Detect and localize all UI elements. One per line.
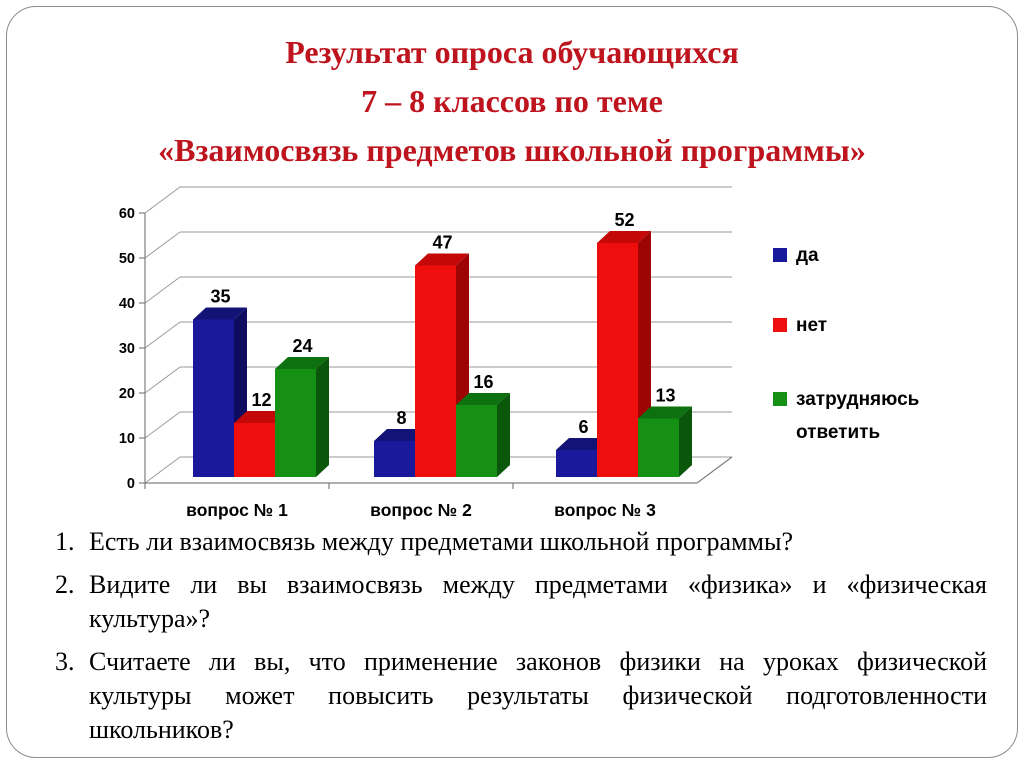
value-label: 24: [292, 336, 313, 356]
y-axis-label: 0: [126, 476, 135, 492]
bar-да-вопрос № 3: [556, 450, 597, 477]
wall-connector-line: [145, 457, 180, 483]
bar-да-вопрос № 1: [193, 320, 234, 478]
bar-нет-вопрос № 2: [415, 266, 456, 478]
wall-connector-line: [145, 232, 180, 258]
bar-затрудняюсь ответить-вопрос № 1: [275, 369, 316, 477]
wall-connector-line: [145, 187, 180, 213]
legend-swatch-icon: [773, 392, 787, 406]
legend-item-3: [773, 383, 991, 449]
question-item-3: [55, 645, 987, 747]
value-label: 6: [578, 417, 589, 437]
question-item-1: [55, 525, 987, 559]
bar-side-face: [316, 357, 329, 477]
legend-item-1: [773, 239, 819, 272]
question-number: 3.: [55, 647, 75, 676]
bar-затрудняюсь ответить-вопрос № 2: [456, 405, 497, 477]
value-label: 47: [432, 232, 453, 253]
legend-label: да: [796, 245, 819, 266]
wall-connector-line: [145, 277, 180, 303]
legend-swatch-icon: [773, 248, 787, 262]
legend-label: нет: [796, 315, 828, 336]
question-text: Есть ли взаимосвязь между предметами школьной программы?: [89, 527, 793, 556]
category-label: вопрос № 3: [554, 500, 656, 520]
question-item-2: [55, 568, 987, 636]
value-label: 8: [396, 408, 407, 428]
y-axis-label: 50: [118, 251, 135, 267]
question-number: 1.: [55, 527, 75, 556]
value-label: 35: [210, 286, 231, 307]
value-label: 52: [614, 210, 635, 230]
title-line-1: Результат опроса обучающихся: [285, 34, 739, 70]
legend-swatch-icon: [773, 318, 787, 332]
legend-label: затрудняюсь ответить: [796, 389, 920, 443]
question-text: Видите ли вы взаимосвязь между предметами «физика» и «физическая культура»?: [89, 570, 987, 633]
chart-canvas: [95, 180, 1000, 532]
legend-item-2: [773, 309, 827, 342]
category-label: вопрос № 2: [370, 500, 472, 520]
floor-right-edge: [697, 457, 732, 483]
bar-нет-вопрос № 3: [597, 243, 638, 477]
value-label: 12: [251, 390, 272, 410]
bar-затрудняюсь ответить-вопрос № 3: [638, 419, 679, 478]
y-axis-label: 20: [118, 386, 135, 402]
y-axis-label: 60: [118, 206, 135, 222]
value-label: 16: [473, 372, 494, 392]
slide-title: [34, 28, 990, 175]
value-label: 13: [655, 385, 676, 406]
wall-connector-line: [145, 367, 180, 393]
category-label: вопрос № 1: [186, 500, 288, 520]
wall-connector-line: [145, 322, 180, 348]
question-list: [55, 525, 987, 756]
bar-side-face: [497, 393, 510, 477]
question-number: 2.: [55, 570, 75, 599]
bar-side-face: [679, 407, 692, 478]
wall-connector-line: [145, 412, 180, 438]
y-axis-label: 40: [118, 296, 135, 312]
y-axis-label: 30: [118, 341, 135, 357]
question-text: Считаете ли вы, что применение законов физики на уроках физической культуры может повысить результаты физической подготовленности школьников?: [89, 647, 987, 744]
bar-да-вопрос № 2: [374, 441, 415, 477]
title-line-3: «Взаимосвязь предметов школьной программы»: [158, 132, 866, 168]
y-axis-label: 10: [118, 431, 135, 447]
bar-нет-вопрос № 1: [234, 423, 275, 477]
survey-bar-chart: [95, 180, 1000, 532]
title-line-2: 7 – 8 классов по теме: [361, 83, 663, 119]
